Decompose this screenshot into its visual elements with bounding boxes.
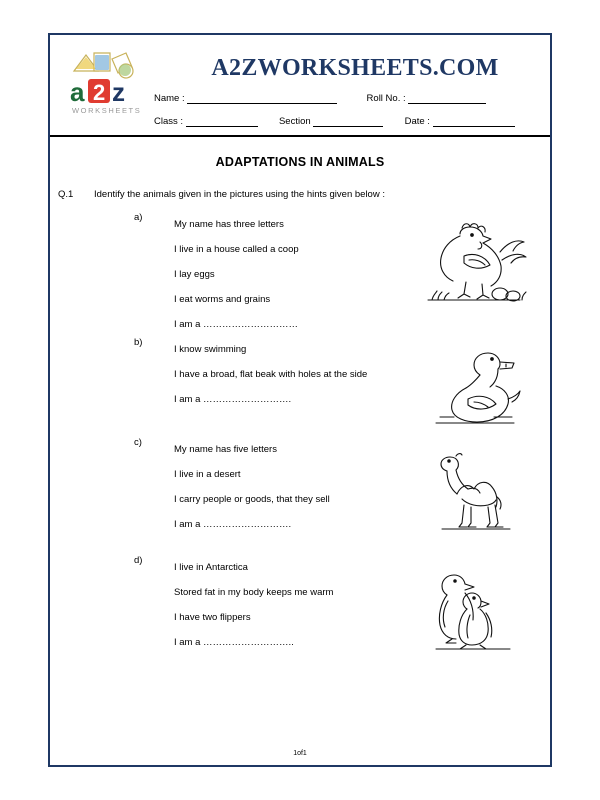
name-input[interactable] xyxy=(187,92,337,104)
item-letter: d) xyxy=(134,555,143,566)
page-footer: 1of1 xyxy=(293,750,307,757)
duck-illustration xyxy=(414,337,532,437)
svg-text:WORKSHEETS: WORKSHEETS xyxy=(72,106,142,115)
class-label: Class : xyxy=(154,116,184,127)
camel-illustration xyxy=(414,437,532,537)
roll-label: Roll No. : xyxy=(366,93,406,104)
date-label: Date : xyxy=(404,116,430,127)
answer-blank-line[interactable]: I am a ………………………… xyxy=(174,319,299,330)
hint-line: I have two flippers xyxy=(174,612,251,623)
name-label: Name : xyxy=(154,93,185,104)
answer-blank-line[interactable]: I am a ………………………. xyxy=(174,519,292,530)
hint-line: I carry people or goods, that they sell xyxy=(174,494,330,505)
hint-line: I live in Antarctica xyxy=(174,562,248,573)
list-item xyxy=(50,555,550,665)
class-input[interactable] xyxy=(186,115,258,127)
item-letter: b) xyxy=(134,337,143,348)
worksheet-sheet xyxy=(48,33,552,767)
name-roll-row xyxy=(154,92,542,104)
hint-line: Stored fat in my body keeps me warm xyxy=(174,587,334,598)
item-hints xyxy=(174,437,434,537)
roll-field[interactable] xyxy=(367,92,487,104)
hint-line: I eat worms and grains xyxy=(174,294,271,305)
hint-line: I live in a desert xyxy=(174,469,241,480)
question-items xyxy=(50,212,550,665)
item-letter: a) xyxy=(134,212,143,223)
hint-line: I live in a house called a coop xyxy=(174,244,299,255)
svg-text:z: z xyxy=(112,77,125,107)
item-hints xyxy=(174,555,434,655)
hint-line: I know swimming xyxy=(174,344,247,355)
hint-line: My name has three letters xyxy=(174,219,284,230)
hen-illustration xyxy=(414,212,532,312)
item-hints xyxy=(174,337,434,412)
list-item xyxy=(50,437,550,555)
section-field[interactable] xyxy=(279,115,383,127)
svg-text:a: a xyxy=(70,77,85,107)
question-text: Identify the animals given in the pictures using the hints given below : xyxy=(94,189,385,200)
date-field[interactable] xyxy=(405,115,515,127)
penguin-illustration xyxy=(414,555,532,655)
hint-line: I lay eggs xyxy=(174,269,215,280)
answer-blank-line[interactable]: I am a ……………………….. xyxy=(174,637,294,648)
question-block xyxy=(50,189,550,200)
svg-text:2: 2 xyxy=(93,80,106,105)
question-number: Q.1 xyxy=(58,189,74,200)
list-item xyxy=(50,337,550,437)
roll-input[interactable] xyxy=(408,92,486,104)
class-section-date-row xyxy=(154,115,542,127)
item-hints xyxy=(174,212,434,337)
page-title: ADAPTATIONS IN ANIMALS xyxy=(215,155,385,169)
item-letter: c) xyxy=(134,437,142,448)
brand-title: A2ZWORKSHEETS.COM xyxy=(211,55,499,81)
date-input[interactable] xyxy=(433,115,515,127)
worksheet-header xyxy=(50,35,550,137)
name-field[interactable] xyxy=(154,92,337,104)
section-label: Section xyxy=(278,116,311,127)
a2z-logo xyxy=(64,45,146,121)
answer-blank-line[interactable]: I am a ………………………. xyxy=(174,394,292,405)
section-input[interactable] xyxy=(313,115,383,127)
hint-line: My name has five letters xyxy=(174,444,277,455)
class-field[interactable] xyxy=(154,115,258,127)
list-item xyxy=(50,212,550,337)
hint-line: I have a broad, flat beak with holes at the side xyxy=(174,369,368,380)
